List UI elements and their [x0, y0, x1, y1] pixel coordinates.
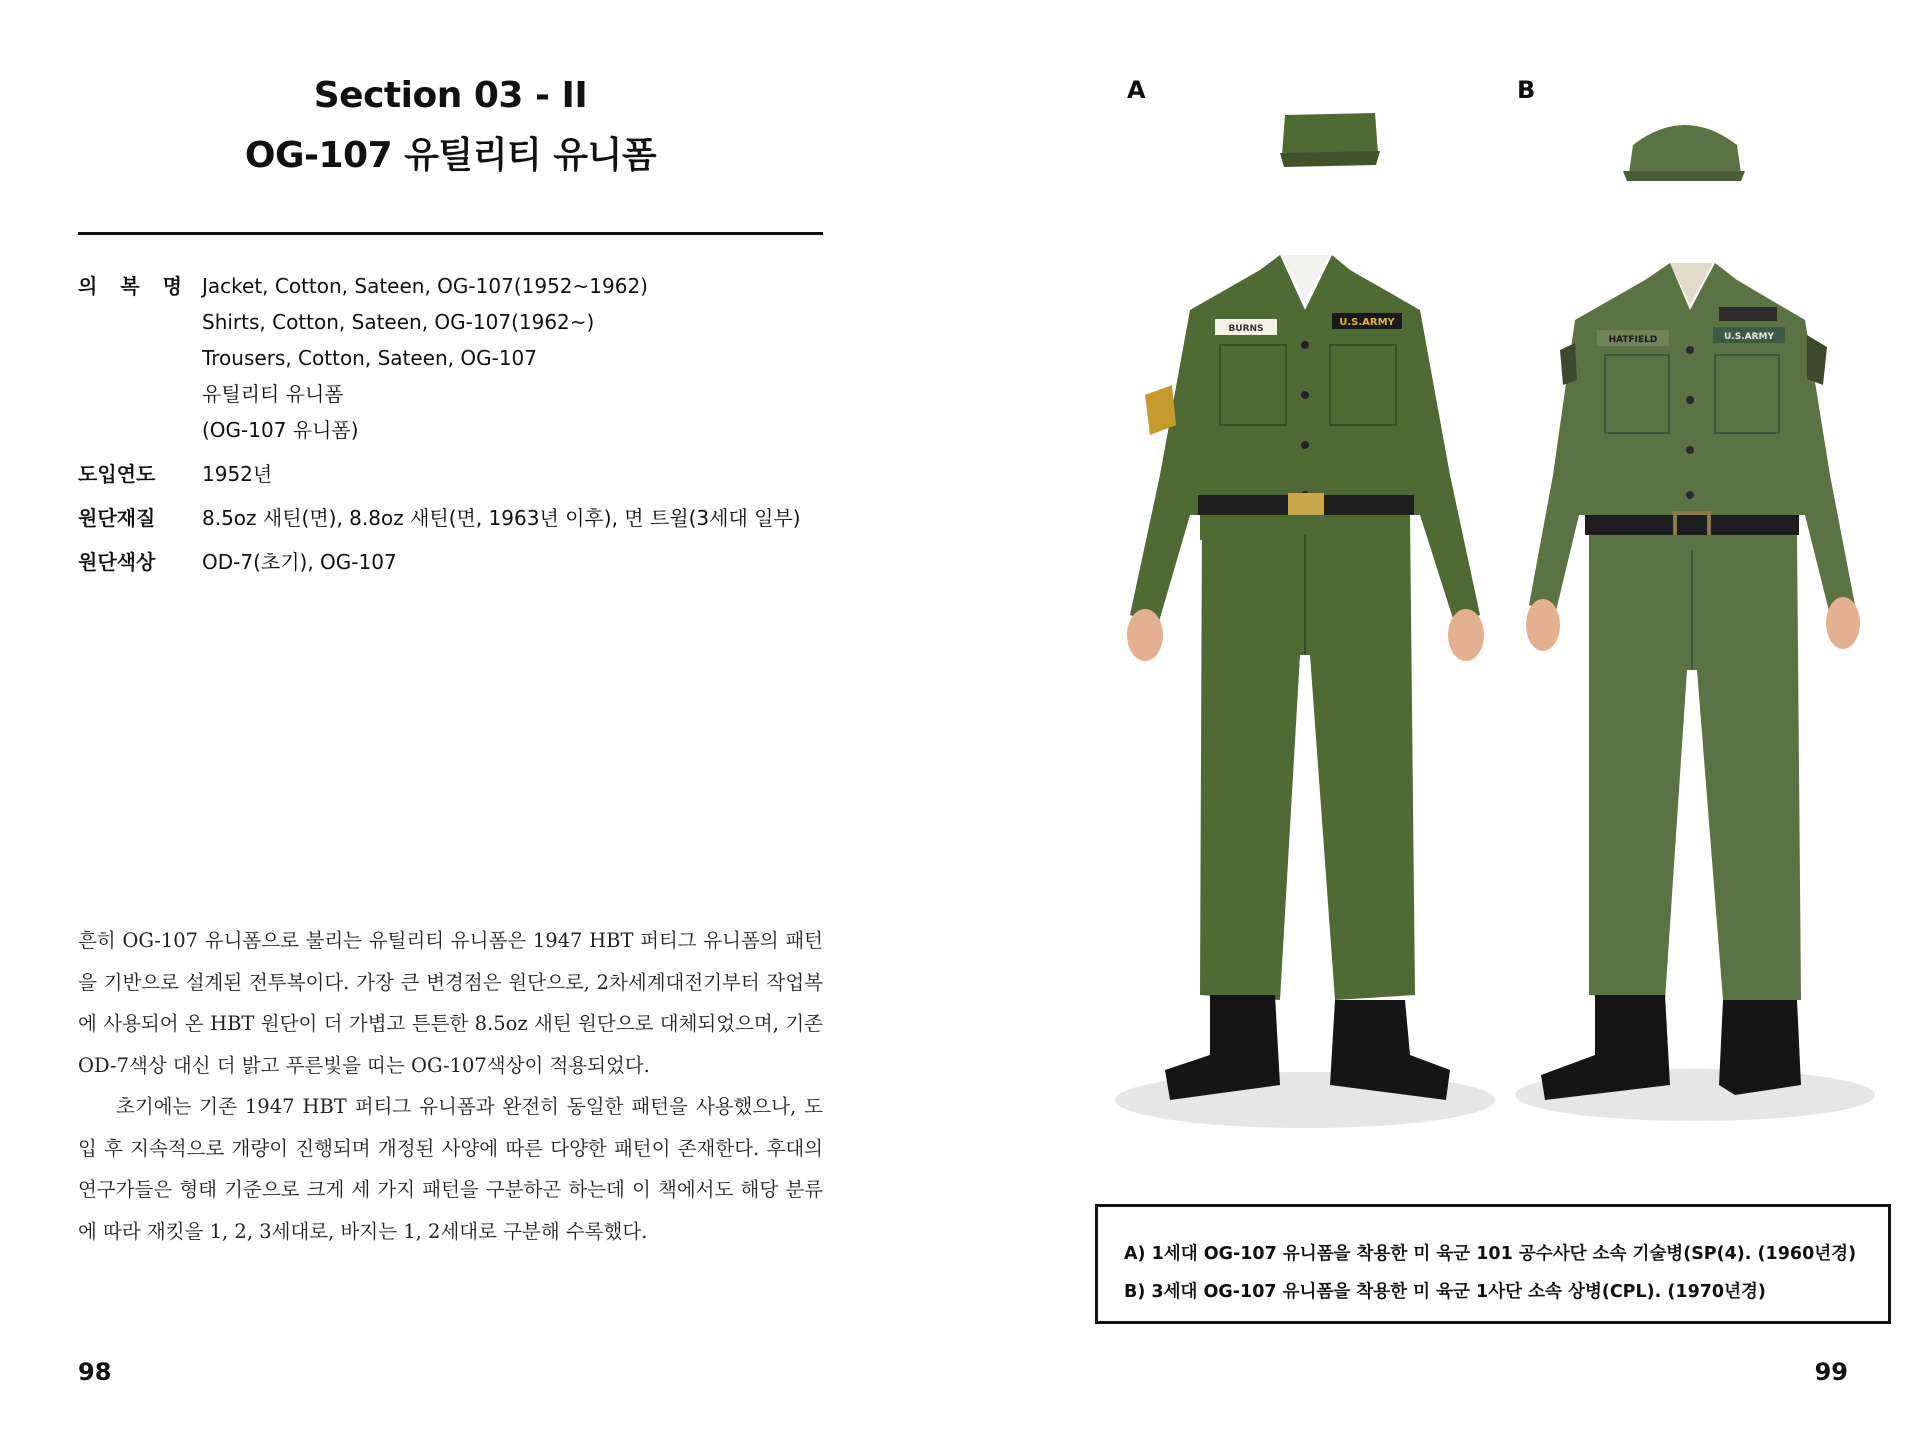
shoulder-patch [1560, 343, 1577, 385]
spec-value-color: OD-7(초기), OG-107 [202, 550, 397, 574]
baseball-cap [1629, 125, 1741, 173]
figure-caption [1095, 1204, 1891, 1324]
right-boot [1719, 1000, 1801, 1095]
spec-value-material: 8.5oz 새틴(면), 8.8oz 새틴(면, 1963년 이후), 면 트윌(3세대 일부) [202, 506, 801, 530]
uniform-figure-a [1110, 95, 1500, 1175]
left-boot [1165, 995, 1280, 1100]
button [1301, 391, 1309, 399]
right-boot [1330, 1000, 1450, 1100]
figure-label-b: B [1517, 76, 1536, 104]
name-tape-text: BURNS [1228, 324, 1264, 334]
button [1686, 396, 1694, 404]
body-text [78, 920, 823, 1252]
spec-row-year [78, 456, 838, 492]
patrol-cap [1282, 113, 1378, 155]
cap-brim [1623, 171, 1745, 181]
belt-buckle [1288, 493, 1324, 517]
right-hand [1448, 609, 1484, 661]
uniform-b-illustration [1505, 95, 1875, 1175]
branch-tape-text: U.S.ARMY [1339, 317, 1395, 328]
name-tape-text: HATFIELD [1608, 335, 1658, 345]
spec-value: (OG-107 유니폼) [202, 418, 359, 442]
left-boot [1541, 995, 1670, 1100]
spec-value: 유틸리티 유니폼 [202, 382, 344, 406]
spec-table [78, 268, 838, 580]
caption-a: A) 1세대 OG-107 유니폼을 착용한 미 육군 101 공수사단 소속 기술병(SP(4). (1960년경) [1124, 1244, 1857, 1264]
title-divider [78, 232, 823, 235]
uniform-a-illustration [1110, 95, 1500, 1175]
section-heading: OG-107 유틸리티 유니폼 [244, 135, 657, 176]
belt [1585, 515, 1799, 535]
trousers [1589, 535, 1801, 1000]
spec-label-year: 도입연도 [78, 462, 156, 486]
branch-tape-text: U.S.ARMY [1724, 332, 1774, 342]
button [1686, 446, 1694, 454]
left-hand [1526, 599, 1560, 651]
spec-value: Trousers, Cotton, Sateen, OG-107 [202, 346, 537, 370]
combat-badge [1719, 307, 1777, 321]
right-hand [1826, 597, 1860, 649]
button [1686, 491, 1694, 499]
figure-label-a: A [1127, 76, 1146, 104]
trousers [1200, 515, 1415, 1000]
spec-row-material [78, 500, 838, 536]
section-title [78, 66, 823, 186]
spec-label-color: 원단색상 [78, 550, 156, 574]
section-number: Section 03 - II [313, 75, 588, 116]
paragraph: 흔히 OG-107 유니폼으로 불리는 유틸리티 유니폼은 1947 HBT 퍼티그 유니폼의 패턴을 기반으로 설계된 전투복이다. 가장 큰 변경점은 원단으로, 2차세계대전기부터 작업복에 사용되어 온 HBT 원단이 더 가볍고 튼튼한 8.5oz 새틴 원단으로 대체되었으며, 기존 OD-7색상 대신 더 밝고 푸른빛을 띠는 OG-107색상이 적용되었다. [78, 929, 823, 1077]
spec-value: Jacket, Cotton, Sateen, OG-107(1952~1962) [202, 274, 648, 298]
right-page [960, 0, 1920, 1455]
unit-patch [1807, 335, 1827, 385]
button [1301, 341, 1309, 349]
page-number-left: 98 [78, 1358, 112, 1386]
spec-value: Shirts, Cotton, Sateen, OG-107(1962~) [202, 310, 595, 334]
paragraph: 초기에는 기존 1947 HBT 퍼티그 유니폼과 완전히 동일한 패턴을 사용했으나, 도입 후 지속적으로 개량이 진행되며 개정된 사양에 따른 다양한 패턴이 존재한다. 후대의 연구가들은 형태 기준으로 크게 세 가지 패턴을 구분하곤 하는데 이 책에서도 해당 분류에 따라 재킷을 1, 2, 3세대로, 바지는 1, 2세대로 구분해 수록했다. [78, 1095, 823, 1243]
button [1686, 346, 1694, 354]
spec-label-name: 의 복 명 [78, 274, 190, 298]
spec-values-name [202, 268, 648, 448]
spec-row-color [78, 544, 838, 580]
spec-label-material: 원단재질 [78, 506, 156, 530]
left-hand [1127, 609, 1163, 661]
page-number-right: 99 [1814, 1358, 1848, 1386]
uniform-figure-b [1505, 95, 1875, 1175]
spec-row-name [78, 268, 838, 448]
caption-b: B) 3세대 OG-107 유니폼을 착용한 미 육군 1사단 소속 상병(CPL). (1970년경) [1124, 1282, 1766, 1302]
button [1301, 441, 1309, 449]
spec-value-year: 1952년 [202, 462, 273, 486]
cap-brim [1280, 151, 1380, 167]
